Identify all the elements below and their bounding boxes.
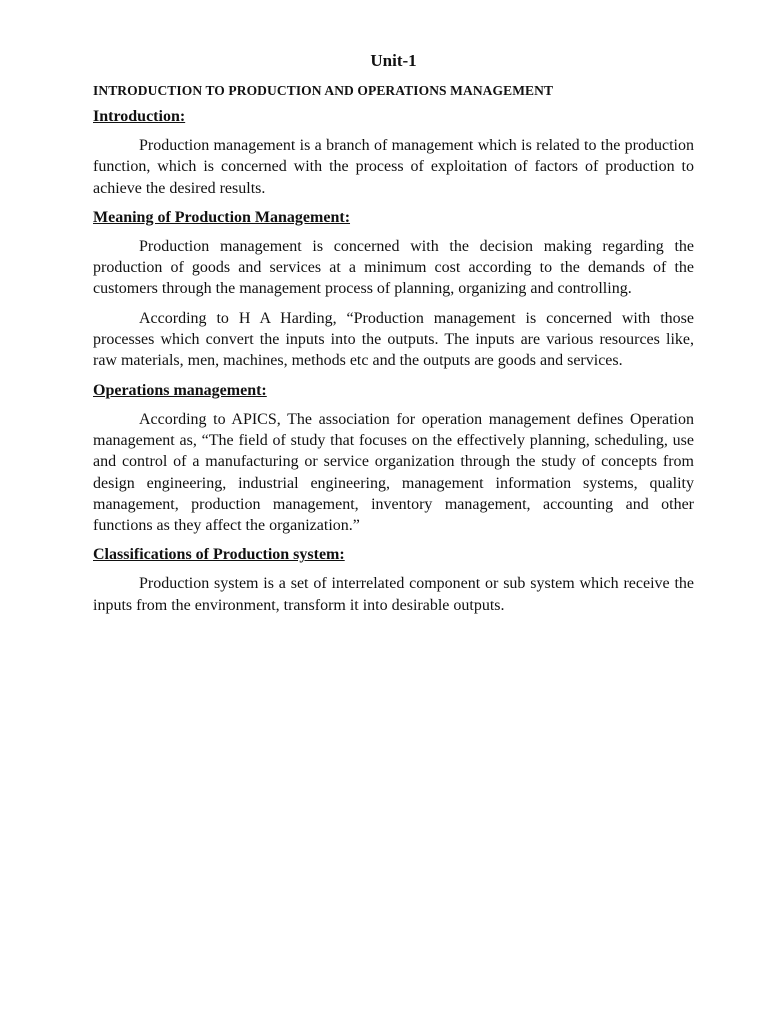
- paragraph: Production system is a set of interrelated component or sub system which receive the inputs from the environment, transform it into desirable outputs.: [93, 575, 694, 614]
- paragraph: Production management is a branch of management which is related to the production function, which is concerned with the process of exploitation of factors of production to achieve the desired results.: [93, 137, 694, 197]
- section-heading: Introduction:: [93, 108, 186, 125]
- section-heading: Operations management:: [93, 381, 267, 399]
- paragraph: Production management is concerned with the decision making regarding the production of goods and services at a minimum cost according to the demands of the customers through the management process of planning, organizing and controlling.: [93, 237, 694, 298]
- unit-title: Unit-1: [370, 51, 417, 70]
- document-content: [93, 50, 694, 624]
- section-operations-management: [93, 380, 694, 537]
- section-introduction: [93, 106, 694, 199]
- document-title: INTRODUCTION TO PRODUCTION AND OPERATIONS MANAGEMENT: [93, 83, 554, 98]
- paragraph: According to H A Harding, “Production management is concerned with those processes which convert the inputs into the outputs. The inputs are various resources like, raw materials, men, machines, methods etc and the outputs are goods and services.: [93, 309, 694, 370]
- section-heading: Classifications of Production system:: [93, 546, 345, 564]
- paragraph: According to APICS, The association for operation management defines Operation management as, “The field of study that focuses on the effectively planning, scheduling, use and control of a manufacturing or service organization through the study of concepts from design engineering, industrial engineering, management information systems, quality management, production management, inventory management, accounting and other functions as they affect the organization.”: [93, 410, 694, 535]
- section-classifications-of-production-system: [93, 544, 694, 616]
- section-meaning-of-production-management: [93, 207, 694, 372]
- section-heading: Meaning of Production Management:: [93, 208, 351, 226]
